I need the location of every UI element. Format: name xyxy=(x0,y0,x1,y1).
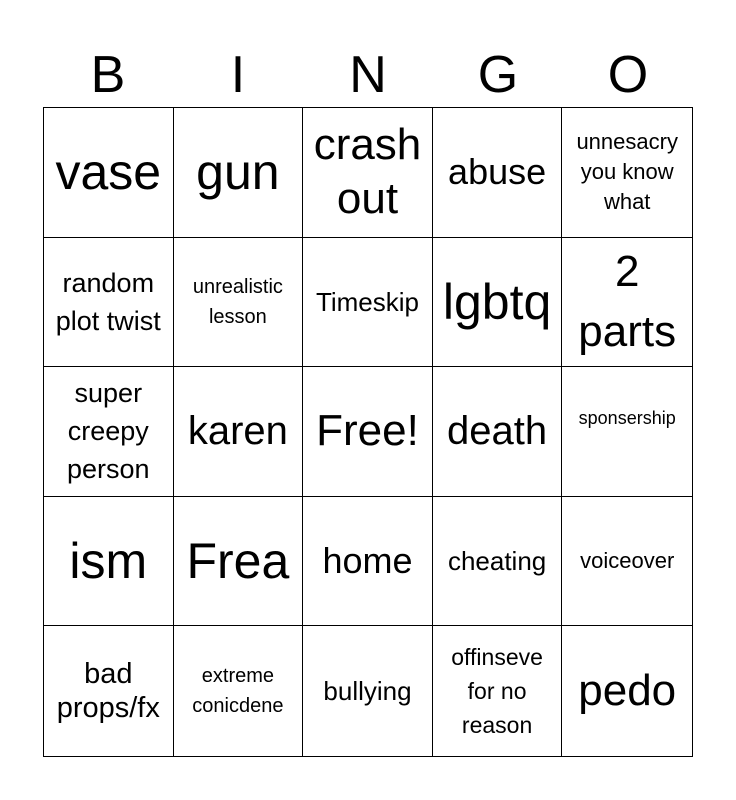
bingo-cell-r4c1[interactable] xyxy=(44,497,174,627)
bingo-cell-r2c1[interactable] xyxy=(44,238,174,368)
cell-text: lgbtq xyxy=(442,273,552,330)
header-letter-i: I xyxy=(230,46,246,104)
bingo-cell-r2c4[interactable] xyxy=(433,238,563,368)
bingo-header xyxy=(43,44,693,106)
bingo-cell-r3c1[interactable] xyxy=(44,367,174,497)
cell-text: bad props/fx xyxy=(56,658,160,725)
bingo-cell-r1c5[interactable] xyxy=(562,108,692,238)
bingo-cell-r3c2[interactable] xyxy=(174,367,304,497)
bingo-cell-r2c2[interactable] xyxy=(174,238,304,368)
cell-text: gun xyxy=(196,144,280,201)
cell-text: pedo xyxy=(578,666,677,716)
header-letter-n: N xyxy=(349,46,387,104)
cell-text: extreme conicdene xyxy=(192,665,284,718)
header-letter-o: O xyxy=(607,46,649,104)
bingo-cell-r1c1[interactable] xyxy=(44,108,174,238)
cell-text: unrealistic lesson xyxy=(192,275,283,328)
cell-text: Free! xyxy=(316,406,419,456)
bingo-cell-r4c2[interactable] xyxy=(174,497,304,627)
cell-text: unnesacry you know what xyxy=(576,129,678,215)
bingo-cell-r5c1[interactable] xyxy=(44,626,174,756)
bingo-cell-r3c4[interactable] xyxy=(433,367,563,497)
cell-text: super creepy person xyxy=(67,378,150,485)
cell-text: random plot twist xyxy=(55,267,161,336)
bingo-board xyxy=(43,107,693,757)
bingo-cell-r1c2[interactable] xyxy=(174,108,304,238)
bingo-cell-r2c5[interactable] xyxy=(562,238,692,368)
cell-text: abuse xyxy=(448,151,547,193)
cell-text: home xyxy=(322,540,413,582)
bingo-cell-r1c3[interactable] xyxy=(303,108,433,238)
bingo-cell-r4c4[interactable] xyxy=(433,497,563,627)
bingo-cell-r5c5[interactable] xyxy=(562,626,692,756)
cell-text: Timeskip xyxy=(315,286,420,317)
cell-text: Frea xyxy=(186,533,290,590)
bingo-cell-r3c3[interactable] xyxy=(303,367,433,497)
cell-text: offinseve for no reason xyxy=(451,644,543,739)
bingo-cell-r1c4[interactable] xyxy=(433,108,563,238)
bingo-cell-r3c5[interactable] xyxy=(562,367,692,497)
bingo-cell-r5c4[interactable] xyxy=(433,626,563,756)
cell-text: 2 parts xyxy=(578,246,677,356)
bingo-cell-r4c3[interactable] xyxy=(303,497,433,627)
cell-text: voiceover xyxy=(580,548,675,574)
bingo-cell-r5c2[interactable] xyxy=(174,626,304,756)
header-letter-g: G xyxy=(477,46,519,104)
bingo-cell-r4c5[interactable] xyxy=(562,497,692,627)
header-letter-b: B xyxy=(90,46,126,104)
cell-text: cheating xyxy=(447,546,547,577)
bingo-cell-r2c3[interactable] xyxy=(303,238,433,368)
cell-text: ism xyxy=(69,533,148,590)
cell-text: sponsership xyxy=(578,408,676,429)
cell-text: death xyxy=(447,409,548,454)
cell-text: bullying xyxy=(323,676,412,707)
bingo-cell-r5c3[interactable] xyxy=(303,626,433,756)
cell-text: karen xyxy=(187,409,288,454)
cell-text: crash out xyxy=(313,120,422,224)
cell-text: vase xyxy=(55,144,162,201)
